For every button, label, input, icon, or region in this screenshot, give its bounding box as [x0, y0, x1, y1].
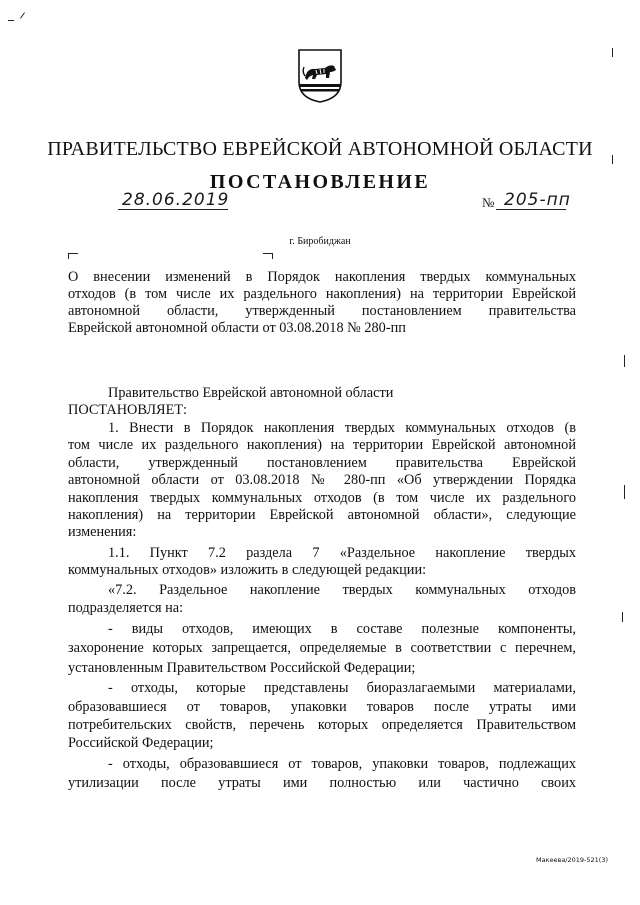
scan-mark: [624, 355, 625, 367]
scan-mark: [624, 485, 625, 499]
subject-corner-right: [263, 253, 273, 259]
body-line: - виды отходов, имеющих в составе полезные компоненты,: [108, 621, 576, 637]
subject-corner-left: [68, 253, 78, 259]
scan-mark: [20, 12, 25, 18]
body-line: потребительских свойств, перечень которых определяется Правительством: [68, 717, 576, 733]
document-number: 205-пп: [504, 190, 571, 210]
body-line: - отходы, образовавшиеся от товаров, упаковки товаров, подлежащих: [108, 756, 576, 772]
number-label: №: [482, 195, 495, 210]
document-date: 28.06.2019: [122, 190, 230, 210]
scan-mark: [622, 612, 623, 622]
body-line: накопления твердых коммунальных отходов (в том числе их раздельного: [68, 490, 576, 506]
body-line: - отходы, которые представлены биоразлагаемыми материалами,: [108, 680, 576, 696]
body-line: установленным Правительством Российской Федерации;: [68, 660, 416, 676]
body-line: захоронение которых запрещается, определяемые в соответствии с перечнем,: [68, 640, 576, 656]
subject-line: Еврейской автономной области от 03.08.2018 № 280-пп: [68, 320, 406, 336]
body-line: ПОСТАНОВЛЯЕТ:: [68, 402, 188, 418]
date-underline: [118, 209, 228, 210]
footer-reference: Макеева/2019-521(3): [535, 856, 608, 864]
body-line: накопления) на территории Еврейской автономной области», следующие: [68, 507, 576, 523]
body-line: изменения:: [68, 524, 137, 540]
body-line: подразделяется на:: [68, 600, 184, 616]
scan-mark: [8, 20, 14, 21]
body-line: Российской Федерации;: [68, 735, 214, 751]
document-type: ПОСТАНОВЛЕНИЕ: [209, 171, 431, 193]
subject-line: автономной области, утвержденный постановлением правительства: [68, 303, 576, 319]
body-line: коммунальных отходов» изложить в следующей редакции:: [68, 562, 427, 578]
subject-line: отходов (в том числе их раздельного накопления) на территории Еврейской: [68, 286, 576, 302]
body-line: автономной области от 03.08.2018 № 280-пп «Об утверждении Порядка: [68, 472, 576, 488]
number-underline: [496, 209, 566, 210]
body-line: 1.1. Пункт 7.2 раздела 7 «Раздельное накопление твердых: [108, 545, 576, 561]
city-name: г. Биробиджан: [289, 236, 351, 247]
government-title: ПРАВИТЕЛЬСТВО ЕВРЕЙСКОЙ АВТОНОМНОЙ ОБЛАСТИ: [47, 138, 593, 160]
body-line: «7.2. Раздельное накопление твердых коммунальных отходов: [108, 582, 576, 598]
body-line: утилизации после утраты ими полностью или частично своих: [68, 775, 576, 791]
body-line: 1. Внести в Порядок накопления твердых коммунальных отходов (в: [108, 420, 576, 436]
subject-line: О внесении изменений в Порядок накопления твердых коммунальных: [68, 269, 576, 285]
scan-mark: [612, 48, 613, 57]
body-line: Правительство Еврейской автономной области: [108, 385, 394, 401]
body-line: области, утвержденный постановлением правительства Еврейской: [68, 455, 576, 471]
coat-of-arms-emblem: [297, 48, 343, 104]
body-line: том числе их раздельного накопления) на территории Еврейской автономной: [68, 437, 576, 453]
body-line: образовавшиеся от товаров, упаковки товаров после утраты ими: [68, 699, 576, 715]
